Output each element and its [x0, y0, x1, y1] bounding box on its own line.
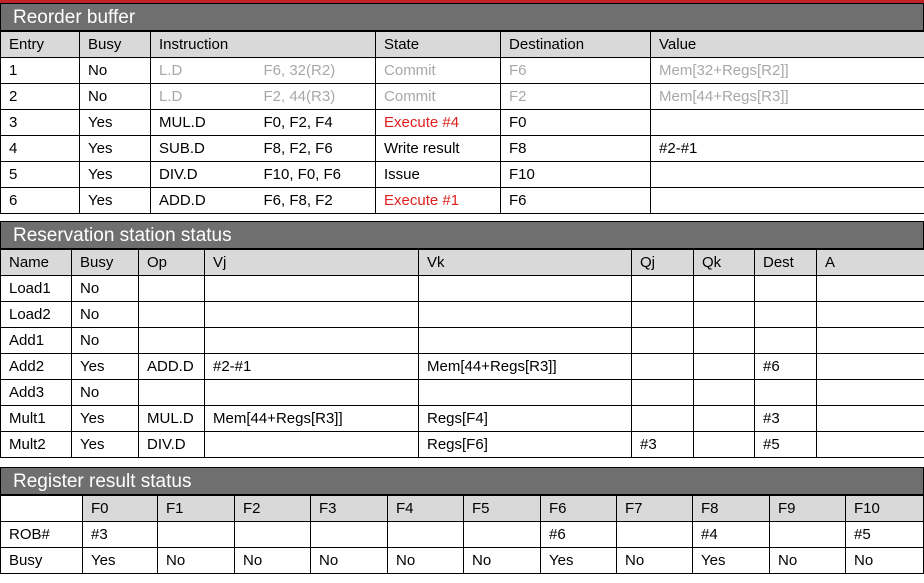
rs-cell: #2-#1	[205, 354, 419, 380]
section-title-reorder-buffer: Reorder buffer	[0, 3, 924, 31]
rob-busy-cell: Yes	[80, 188, 151, 214]
rob-row	[1, 58, 924, 84]
rs-cell: ADD.D	[139, 354, 205, 380]
rob-entry-cell: 5	[1, 162, 80, 188]
reg-cell: Yes	[541, 548, 617, 574]
reg-header-cell: F1	[158, 496, 235, 522]
register-status-table	[0, 495, 924, 574]
rob-destination-cell: F6	[501, 188, 651, 214]
reg-cell	[158, 522, 235, 548]
rs-cell	[419, 328, 632, 354]
rs-cell	[419, 276, 632, 302]
rs-row	[1, 380, 924, 406]
rs-cell: MUL.D	[139, 406, 205, 432]
rs-header-cell: Qk	[694, 250, 755, 276]
reg-header-cell: F3	[311, 496, 388, 522]
rs-cell	[139, 328, 205, 354]
rs-cell	[694, 276, 755, 302]
rob-header-cell: Destination	[501, 32, 651, 58]
reg-header-cell: F2	[235, 496, 311, 522]
reg-cell	[311, 522, 388, 548]
reg-header-cell: F5	[464, 496, 541, 522]
rs-cell	[419, 380, 632, 406]
rs-header-cell: Vk	[419, 250, 632, 276]
rs-cell: Mult1	[1, 406, 72, 432]
rs-cell	[632, 276, 694, 302]
rs-cell	[205, 276, 419, 302]
rob-state-cell: Commit	[376, 84, 501, 110]
rs-cell: Add2	[1, 354, 72, 380]
rob-instruction-op-cell: ADD.D	[151, 188, 246, 214]
rs-cell	[694, 302, 755, 328]
rs-cell: No	[72, 380, 139, 406]
reg-cell: No	[464, 548, 541, 574]
rs-cell: Yes	[72, 354, 139, 380]
rs-cell: Regs[F4]	[419, 406, 632, 432]
rob-value-cell: #2-#1	[651, 136, 924, 162]
rs-cell	[817, 432, 924, 458]
rob-state-cell: Execute #4	[376, 110, 501, 136]
rs-cell: #3	[632, 432, 694, 458]
rob-row	[1, 162, 924, 188]
rs-cell	[755, 328, 817, 354]
rob-entry-cell: 6	[1, 188, 80, 214]
rs-cell	[755, 276, 817, 302]
reg-cell: No	[388, 548, 464, 574]
rob-header-row	[1, 32, 924, 58]
rs-cell	[817, 276, 924, 302]
reg-header-row	[1, 496, 924, 522]
rs-cell: Regs[F6]	[419, 432, 632, 458]
rs-cell	[694, 380, 755, 406]
reg-cell: No	[770, 548, 846, 574]
reg-header-cell: F6	[541, 496, 617, 522]
rs-row	[1, 354, 924, 380]
rob-instruction-op-cell: DIV.D	[151, 162, 246, 188]
rob-header-cell: Instruction	[151, 32, 376, 58]
reg-cell: Yes	[693, 548, 770, 574]
rob-instruction-operands-cell: F6, 32(R2)	[246, 58, 376, 84]
rs-header-cell: Op	[139, 250, 205, 276]
rs-cell: #6	[755, 354, 817, 380]
reg-cell: #3	[83, 522, 158, 548]
reg-cell: No	[158, 548, 235, 574]
rs-cell	[694, 328, 755, 354]
rs-cell	[139, 380, 205, 406]
rs-header-row	[1, 250, 924, 276]
rs-row	[1, 276, 924, 302]
reg-header-cell: F9	[770, 496, 846, 522]
reg-cell: Busy	[1, 548, 83, 574]
reg-cell	[770, 522, 846, 548]
rob-value-cell: Mem[32+Regs[R2]]	[651, 58, 924, 84]
rs-cell	[205, 432, 419, 458]
rs-header-cell: Vj	[205, 250, 419, 276]
rs-cell: Mem[44+Regs[R3]]	[205, 406, 419, 432]
reg-cell: No	[846, 548, 924, 574]
rob-busy-cell: Yes	[80, 136, 151, 162]
rs-header-cell: Qj	[632, 250, 694, 276]
rob-instruction-op-cell: L.D	[151, 58, 246, 84]
rs-cell: Load1	[1, 276, 72, 302]
rob-entry-cell: 1	[1, 58, 80, 84]
rob-state-cell: Issue	[376, 162, 501, 188]
reg-header-cell: F8	[693, 496, 770, 522]
reg-header-cell: F10	[846, 496, 924, 522]
reg-cell: No	[235, 548, 311, 574]
reg-cell	[617, 522, 693, 548]
rs-cell: Yes	[72, 406, 139, 432]
rob-row	[1, 84, 924, 110]
reg-cell	[464, 522, 541, 548]
rob-busy-cell: No	[80, 58, 151, 84]
rob-instruction-operands-cell: F6, F8, F2	[246, 188, 376, 214]
rob-row	[1, 136, 924, 162]
rob-instruction-op-cell: L.D	[151, 84, 246, 110]
rob-destination-cell: F2	[501, 84, 651, 110]
reg-cell: #5	[846, 522, 924, 548]
rs-cell: Mult2	[1, 432, 72, 458]
rob-value-cell	[651, 188, 924, 214]
rs-cell: #3	[755, 406, 817, 432]
rs-cell	[632, 354, 694, 380]
rob-header-cell: Busy	[80, 32, 151, 58]
rob-busy-cell: No	[80, 84, 151, 110]
reg-cell: #4	[693, 522, 770, 548]
rs-header-cell: Name	[1, 250, 72, 276]
rs-cell	[139, 276, 205, 302]
rob-state-cell: Commit	[376, 58, 501, 84]
rs-cell	[817, 380, 924, 406]
rob-entry-cell: 4	[1, 136, 80, 162]
rs-row	[1, 302, 924, 328]
rob-busy-cell: Yes	[80, 162, 151, 188]
reg-cell: #6	[541, 522, 617, 548]
reg-header-blank-cell	[1, 496, 83, 522]
rs-cell	[205, 328, 419, 354]
rob-row	[1, 188, 924, 214]
rs-cell: Load2	[1, 302, 72, 328]
rob-instruction-operands-cell: F2, 44(R3)	[246, 84, 376, 110]
rs-cell	[694, 354, 755, 380]
reg-row	[1, 522, 924, 548]
rs-header-cell: Dest	[755, 250, 817, 276]
reg-cell	[388, 522, 464, 548]
reorder-buffer-table	[0, 31, 924, 214]
rs-cell	[755, 302, 817, 328]
rob-entry-cell: 3	[1, 110, 80, 136]
rs-cell: No	[72, 328, 139, 354]
reg-cell: Yes	[83, 548, 158, 574]
rob-header-cell: State	[376, 32, 501, 58]
reg-cell	[235, 522, 311, 548]
rs-cell	[817, 328, 924, 354]
rob-busy-cell: Yes	[80, 110, 151, 136]
rs-cell	[817, 406, 924, 432]
rs-cell	[632, 380, 694, 406]
rs-cell: Mem[44+Regs[R3]]	[419, 354, 632, 380]
rob-instruction-operands-cell: F0, F2, F4	[246, 110, 376, 136]
rs-cell: No	[72, 276, 139, 302]
reg-cell: No	[311, 548, 388, 574]
reg-row	[1, 548, 924, 574]
rs-cell	[632, 406, 694, 432]
rs-cell: Add1	[1, 328, 72, 354]
rob-value-cell	[651, 110, 924, 136]
rs-cell	[632, 302, 694, 328]
rob-header-cell: Value	[651, 32, 924, 58]
rob-destination-cell: F8	[501, 136, 651, 162]
reg-header-cell: F4	[388, 496, 464, 522]
rob-instruction-operands-cell: F10, F0, F6	[246, 162, 376, 188]
rs-cell	[694, 432, 755, 458]
rob-value-cell: Mem[44+Regs[R3]]	[651, 84, 924, 110]
rob-value-cell	[651, 162, 924, 188]
rob-header-cell: Entry	[1, 32, 80, 58]
rob-destination-cell: F10	[501, 162, 651, 188]
rs-row	[1, 432, 924, 458]
rs-cell: DIV.D	[139, 432, 205, 458]
rs-cell: Yes	[72, 432, 139, 458]
rob-destination-cell: F0	[501, 110, 651, 136]
rs-header-cell: A	[817, 250, 924, 276]
reg-header-cell: F0	[83, 496, 158, 522]
rs-cell	[694, 406, 755, 432]
rs-cell	[419, 302, 632, 328]
rob-instruction-operands-cell: F8, F2, F6	[246, 136, 376, 162]
rob-row	[1, 110, 924, 136]
rs-row	[1, 406, 924, 432]
rs-row	[1, 328, 924, 354]
rs-cell	[817, 354, 924, 380]
rob-destination-cell: F6	[501, 58, 651, 84]
rob-instruction-op-cell: MUL.D	[151, 110, 246, 136]
rs-cell: No	[72, 302, 139, 328]
rs-cell: #5	[755, 432, 817, 458]
rob-state-cell: Write result	[376, 136, 501, 162]
rs-cell	[205, 302, 419, 328]
rob-state-cell: Execute #1	[376, 188, 501, 214]
rs-header-cell: Busy	[72, 250, 139, 276]
section-title-reservation-stations: Reservation station status	[0, 221, 924, 249]
rs-cell: Add3	[1, 380, 72, 406]
rs-cell	[205, 380, 419, 406]
rs-cell	[817, 302, 924, 328]
reg-cell: ROB#	[1, 522, 83, 548]
reg-cell: No	[617, 548, 693, 574]
rs-cell	[632, 328, 694, 354]
reg-header-cell: F7	[617, 496, 693, 522]
rs-cell	[139, 302, 205, 328]
section-title-register-status: Register result status	[0, 467, 924, 495]
rs-cell	[755, 380, 817, 406]
reservation-station-table	[0, 249, 924, 458]
rob-instruction-op-cell: SUB.D	[151, 136, 246, 162]
rob-entry-cell: 2	[1, 84, 80, 110]
